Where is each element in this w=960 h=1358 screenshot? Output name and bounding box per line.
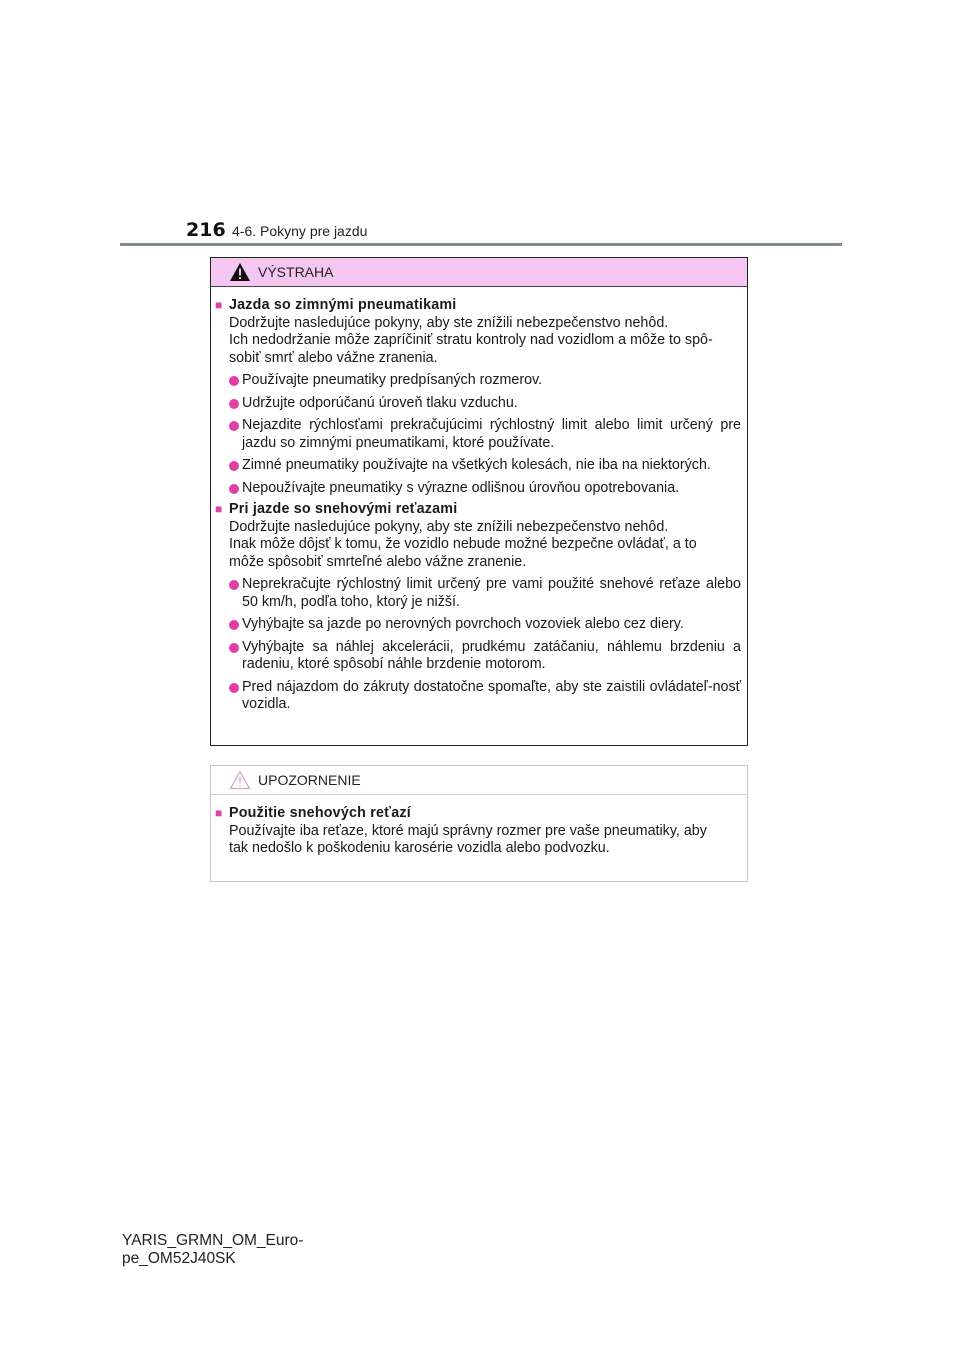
bullet-item [229, 457, 741, 475]
bullet-text: Pred nájazdom do zákruty dostatočne spomaľte, aby ste zaistili ovládateľ-nosť vozidla. [242, 678, 741, 712]
bullet-text: Udržujte odporúčanú úroveň tlaku vzduchu. [242, 394, 518, 411]
heading-text: Jazda so zimnými pneumatikami [229, 297, 457, 313]
circle-bullet-icon [229, 620, 239, 630]
bullet-text: Neprekračujte rýchlostný limit určený pre vami použité snehové reťaze alebo 50 km/h, podľa toho, ktorý je nižší. [242, 576, 741, 610]
circle-bullet-icon [229, 484, 239, 494]
heading-text: Pri jazde so snehovými reťazami [229, 501, 458, 517]
caution-header [211, 766, 747, 795]
paragraph-line: sobiť smrť alebo vážne zranenia. [229, 349, 438, 366]
intro-paragraph [229, 315, 741, 368]
bullet-text: Nejazdite rýchlosťami prekračujúcimi rýchlostný limit alebo limit určený pre jazdu so zimnými pneumatikami, ktoré používate. [242, 417, 741, 451]
circle-bullet-icon [229, 461, 239, 471]
paragraph-line: Inak môže dôjsť k tomu, že vozidlo nebude možné bezpečne ovládať, a to [229, 536, 697, 552]
bullet-item [229, 639, 741, 674]
section-heading [215, 297, 741, 315]
section-heading [215, 501, 741, 519]
circle-bullet-icon [229, 399, 239, 409]
paragraph-line: Dodržujte nasledujúce pokyny, aby ste znížili nebezpečenstvo nehôd. [229, 314, 669, 331]
circle-bullet-icon [229, 580, 239, 590]
bullet-item [229, 417, 741, 452]
circle-bullet-icon [229, 683, 239, 693]
caution-title: UPOZORNENIE [258, 772, 361, 788]
caution-box [210, 765, 748, 882]
paragraph-line: Ich nedodržanie môže zapríčiniť stratu kontroly nad vozidlom a môže to spô- [229, 332, 713, 348]
warning-box [210, 257, 748, 746]
bullet-text: Zimné pneumatiky používajte na všetkých kolesách, nie iba na niektorých. [242, 457, 711, 473]
paragraph-line: môže spôsobiť smrteľné alebo vážne zranenie. [229, 553, 527, 570]
warning-body [211, 287, 747, 714]
bullet-item [229, 372, 741, 390]
paragraph-line: Dodržujte nasledujúce pokyny, aby ste znížili nebezpečenstvo nehôd. [229, 518, 669, 535]
paragraph-line: Používajte iba reťaze, ktoré majú správny rozmer pre vaše pneumatiky, aby [229, 822, 707, 839]
footer-line: YARIS_GRMN_OM_Euro- [122, 1232, 304, 1249]
warning-header [211, 258, 747, 287]
bullet-item [229, 480, 741, 498]
bullet-item [229, 616, 741, 634]
square-bullet-icon: ■ [215, 502, 223, 516]
footer-line: pe_OM52J40SK [122, 1250, 236, 1267]
bullet-text: Vyhýbajte sa jazde po nerovných povrchoch vozoviek alebo cez diery. [242, 616, 684, 632]
circle-bullet-icon [229, 643, 239, 653]
header-rule [120, 243, 842, 246]
intro-paragraph [229, 519, 741, 572]
square-bullet-icon: ■ [215, 298, 223, 312]
bullet-text: Nepoužívajte pneumatiky s výrazne odlišnou úrovňou opotrebovania. [242, 479, 680, 496]
heading-text: Použitie snehových reťazí [229, 805, 411, 821]
paragraph-line: tak nedošlo k poškodeniu karosérie vozidla alebo podvozku. [229, 840, 610, 856]
page-number: 216 [186, 219, 226, 241]
bullet-text: Vyhýbajte sa náhlej akcelerácii, prudkému zatáčaniu, náhlemu brzdeniu a radeniu, ktoré spôsobí náhle brzdenie motorom. [242, 638, 741, 672]
bullet-item [229, 395, 741, 413]
circle-bullet-icon [229, 421, 239, 431]
footer-document-code [122, 1232, 303, 1268]
warning-title: VÝSTRAHA [258, 264, 334, 280]
circle-bullet-icon [229, 376, 239, 386]
caution-body [211, 795, 747, 858]
section-title: 4-6. Pokyny pre jazdu [232, 223, 368, 239]
caution-paragraph [229, 823, 741, 858]
warning-triangle-icon [229, 262, 251, 282]
square-bullet-icon: ■ [215, 806, 223, 820]
bullet-text: Používajte pneumatiky predpísaných rozmerov. [242, 372, 543, 388]
bullet-item [229, 576, 741, 611]
section-heading [215, 805, 741, 823]
bullet-item [229, 679, 741, 714]
caution-triangle-icon [229, 770, 251, 790]
